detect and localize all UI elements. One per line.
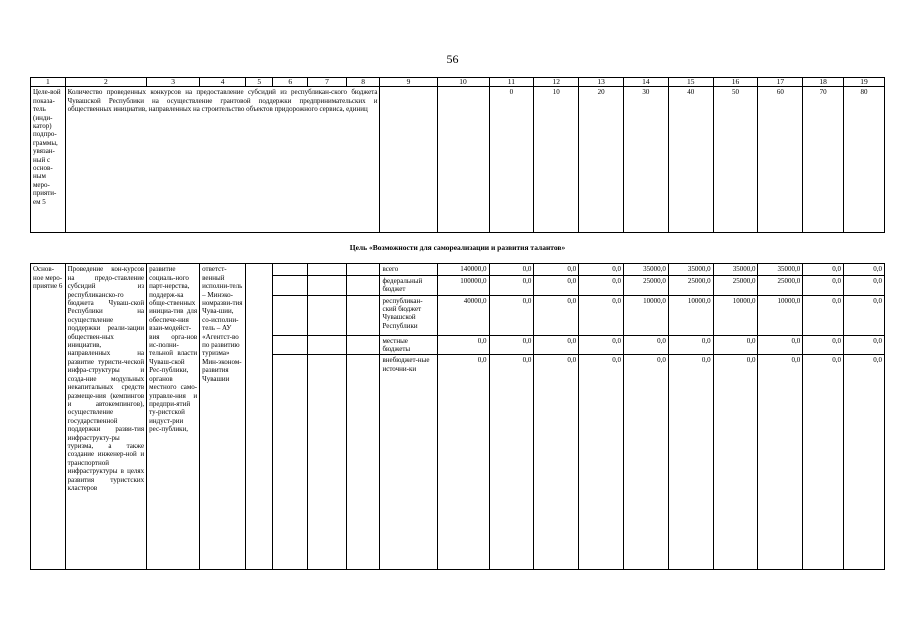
goal-row: [31, 233, 885, 264]
funding-value: 0,0: [437, 355, 489, 570]
empty-cell: [273, 335, 308, 355]
empty-cell: [308, 264, 347, 275]
funding-value: 0,0: [623, 355, 668, 570]
indicator-row: [31, 87, 885, 233]
funding-value: 10000,0: [623, 295, 668, 335]
funding-value: 0,0: [713, 335, 758, 355]
indicator-value: 30: [623, 87, 668, 233]
funding-value: 0,0: [437, 335, 489, 355]
indicator-value: 60: [758, 87, 803, 233]
funding-value: 0,0: [489, 295, 534, 335]
col-header: 12: [534, 78, 579, 87]
empty-cell: [273, 295, 308, 335]
funding-value: 0,0: [844, 275, 885, 295]
goal-title: Цель «Возможности для самореализации и развития талантов»: [31, 233, 885, 264]
funding-value: 35000,0: [713, 264, 758, 275]
col-header: 11: [489, 78, 534, 87]
funding-value: 0,0: [534, 295, 579, 335]
indicator-value: 20: [579, 87, 624, 233]
funding-source: федеральный бюджет: [380, 275, 437, 295]
funding-value: 140000,0: [437, 264, 489, 275]
funding-source: всего: [380, 264, 437, 275]
indicator-empty-cell: [380, 87, 437, 233]
indicator-description: Количество проведенных конкурсов на предоставление субсидий из республикан-ского бюджета Чувашской Республики на осуществление грантовой поддержки предпринимательских и общественных инициатив, направленных на строительство объектов придорожного сервиса, единиц: [65, 87, 380, 233]
funding-value: 0,0: [803, 295, 844, 335]
funding-value: 0,0: [803, 335, 844, 355]
empty-cell: [308, 355, 347, 570]
funding-value: 0,0: [844, 355, 885, 570]
funding-row: [31, 264, 885, 275]
empty-cell: [346, 264, 380, 275]
col-header: 2: [65, 78, 147, 87]
indicator-label: Целе-вой показа-тель (инди-катор) подпро-граммы, увязан-ный с основ-ным меро-прияти-ем 5: [31, 87, 66, 233]
indicator-empty-cell: [437, 87, 489, 233]
col-header: 1: [31, 78, 66, 87]
funding-value: 0,0: [803, 355, 844, 570]
funding-value: 25000,0: [713, 275, 758, 295]
funding-value: 25000,0: [758, 275, 803, 295]
empty-cell: [308, 275, 347, 295]
page-number: 56: [446, 52, 459, 66]
measure-description: Проведение кон-курсов на предо-ставление субсидий из республиканско-го бюджета Чуваш-ской Республики на осуществление поддержки реали-зации обществен-ных инициатив, направленных на развитие туристи-ческой инфра-структуры и созда-ние модульных некапитальных средств размеще-ния (кемпингов и автокемпингов), осуществление государственной поддержки разви-тия инфраструкту-ры туризма, а также создание инженер-ной и транспортной инфраструктуры в целях развития туристских кластеров: [65, 264, 147, 570]
indicator-value: 80: [844, 87, 885, 233]
funding-value: 0,0: [534, 264, 579, 275]
funding-value: 0,0: [844, 295, 885, 335]
funding-value: 0,0: [803, 264, 844, 275]
funding-value: 10000,0: [713, 295, 758, 335]
indicator-value: 40: [668, 87, 713, 233]
funding-value: 35000,0: [623, 264, 668, 275]
empty-cell: [346, 335, 380, 355]
column-number-row: [31, 78, 885, 87]
empty-cell: [245, 264, 273, 570]
funding-value: 35000,0: [758, 264, 803, 275]
funding-value: 0,0: [758, 355, 803, 570]
col-header: 5: [245, 78, 273, 87]
col-header: 7: [308, 78, 347, 87]
col-header: 17: [758, 78, 803, 87]
funding-value: 0,0: [668, 335, 713, 355]
funding-value: 0,0: [489, 335, 534, 355]
program-table: [30, 77, 885, 570]
funding-value: 0,0: [579, 355, 624, 570]
funding-value: 35000,0: [668, 264, 713, 275]
funding-value: 0,0: [534, 335, 579, 355]
funding-value: 0,0: [489, 275, 534, 295]
indicator-value: 50: [713, 87, 758, 233]
funding-value: 0,0: [579, 275, 624, 295]
funding-value: 0,0: [844, 335, 885, 355]
col-header: 14: [623, 78, 668, 87]
funding-value: 0,0: [713, 355, 758, 570]
funding-source: местные бюджеты: [380, 335, 437, 355]
funding-value: 0,0: [844, 264, 885, 275]
empty-cell: [273, 264, 308, 275]
empty-cell: [346, 355, 380, 570]
funding-value: 10000,0: [758, 295, 803, 335]
empty-cell: [308, 335, 347, 355]
funding-value: 0,0: [579, 295, 624, 335]
indicator-value: 70: [803, 87, 844, 233]
col-header: 3: [147, 78, 200, 87]
col-header: 16: [713, 78, 758, 87]
measure-goal: развитие социаль-ного парт-нерства, поддерж-ка обще-ственных инициа-тив для обеспече-ния взаи-модейст-вия орга-нов ис-полни-тельной власти Чуваш-ской Рес-публики, органов местного само-управле-ния и предпри-ятий ту-ристской индуст-рии рес-публики,: [147, 264, 200, 570]
col-header: 18: [803, 78, 844, 87]
funding-source: республикан-ский бюджет Чувашской Республики: [380, 295, 437, 335]
empty-cell: [273, 355, 308, 570]
col-header: 4: [200, 78, 246, 87]
measure-label: Основ-ное меро-приятие 6: [31, 264, 66, 570]
indicator-value: 0: [489, 87, 534, 233]
empty-cell: [273, 275, 308, 295]
funding-value: 0,0: [489, 264, 534, 275]
funding-value: 100000,0: [437, 275, 489, 295]
funding-value: 0,0: [758, 335, 803, 355]
funding-value: 0,0: [534, 355, 579, 570]
col-header: 6: [273, 78, 308, 87]
col-header: 10: [437, 78, 489, 87]
funding-value: 0,0: [579, 264, 624, 275]
funding-source: внебюджет-ные источни-ки: [380, 355, 437, 570]
measure-executor: ответст-венный исполни-тель – Минэко-номразви-тия Чува-шии, со-исполни-тель – АУ «Агентст-во по развитию туризма» Мин-эконом-развития Чувашии: [200, 264, 246, 570]
col-header: 19: [844, 78, 885, 87]
col-header: 8: [346, 78, 380, 87]
empty-cell: [346, 275, 380, 295]
col-header: 9: [380, 78, 437, 87]
indicator-value: 10: [534, 87, 579, 233]
empty-cell: [308, 295, 347, 335]
col-header: 15: [668, 78, 713, 87]
funding-value: 0,0: [489, 355, 534, 570]
funding-value: 40000,0: [437, 295, 489, 335]
empty-cell: [346, 295, 380, 335]
funding-value: 0,0: [803, 275, 844, 295]
funding-value: 25000,0: [668, 275, 713, 295]
funding-value: 0,0: [534, 275, 579, 295]
funding-value: 25000,0: [623, 275, 668, 295]
col-header: 13: [579, 78, 624, 87]
funding-value: 0,0: [623, 335, 668, 355]
funding-value: 0,0: [579, 335, 624, 355]
funding-value: 10000,0: [668, 295, 713, 335]
funding-value: 0,0: [668, 355, 713, 570]
